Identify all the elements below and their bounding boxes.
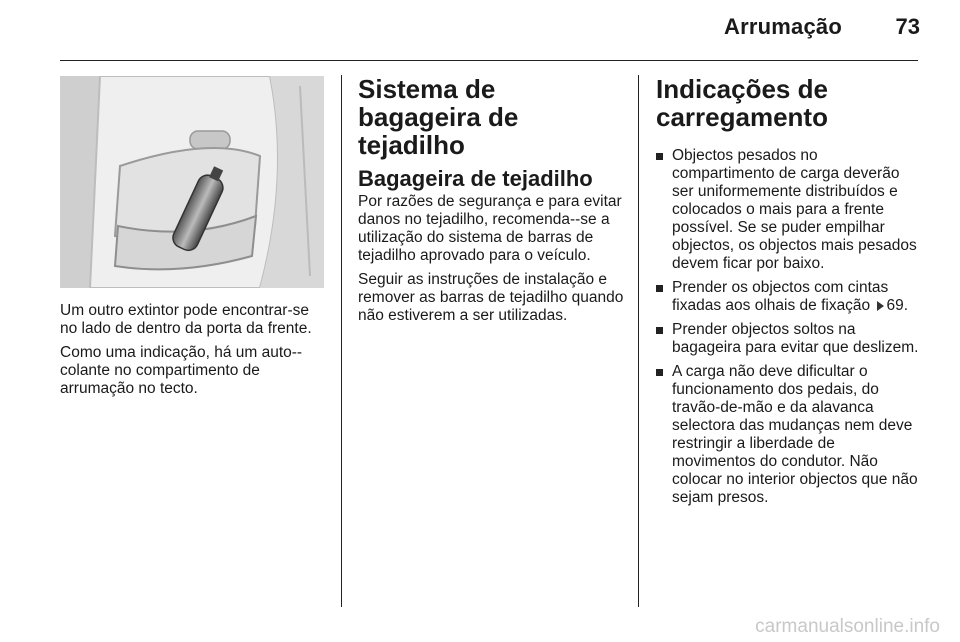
list-item (656, 321, 922, 357)
illustration-svg (60, 76, 324, 288)
section-heading: Indicações de carregamento (656, 74, 828, 132)
column-divider (638, 75, 639, 607)
list-item-text: Prender os objectos com cintas fixadas aos olhais de fixação (672, 279, 889, 314)
list-item-text: Prender objectos soltos na bagageira para evitar que deslizem. (672, 321, 919, 356)
square-bullet-icon (656, 369, 663, 376)
loading-instructions-list (656, 147, 922, 507)
paragraph: Seguir as instruções de instalação e remover as barras de tejadilho quando não estiverem a ser utilizadas. (358, 271, 624, 324)
middle-column (358, 75, 624, 331)
page-reference-arrow-icon (877, 301, 884, 311)
page-number: 73 (895, 14, 920, 39)
list-item (656, 147, 922, 273)
square-bullet-icon (656, 285, 663, 292)
page-reference-link[interactable]: 69. (886, 297, 909, 314)
header-divider (60, 60, 918, 61)
section-subheading: Bagageira de tejadilho (358, 166, 593, 191)
square-bullet-icon (656, 153, 663, 160)
column-divider (341, 75, 342, 607)
section-heading: Sistema de bagageira de tejadilho (358, 74, 519, 160)
paragraph: Um outro extintor pode encontrar-se no lado de dentro da porta da frente. (60, 302, 312, 337)
list-item-text: Objectos pesados no compartimento de carga deverão ser uniformemente distribuídos e colocados o mais para a frente possível. Se se puder empilhar objectos, os objectos mais pesados devem ficar por baixo. (672, 147, 917, 272)
list-item-text: A carga não deve dificultar o funcionamento dos pedais, do travão-de-mão e da alavanca selectora das mudanças nem deve restringir a liberdade de movimentos do condutor. Não colocar no interior objectos que não sejam presos. (672, 363, 918, 506)
header-title: Arrumação (724, 14, 842, 39)
list-item (656, 279, 922, 315)
list-item (656, 363, 922, 507)
paragraph: Por razões de segurança e para evitar danos no tejadilho, recomenda--se a utilização do sistema de barras de tejadilho aprovado para o veículo. (358, 193, 622, 264)
right-column (656, 75, 922, 513)
watermark: carmanualsonline.info (755, 616, 940, 637)
door-pocket-fire-extinguisher-illustration (60, 76, 324, 288)
paragraph: Como uma indicação, há um auto--colante no compartimento de arrumação no tecto. (60, 344, 303, 397)
left-column (60, 302, 326, 404)
square-bullet-icon (656, 327, 663, 334)
